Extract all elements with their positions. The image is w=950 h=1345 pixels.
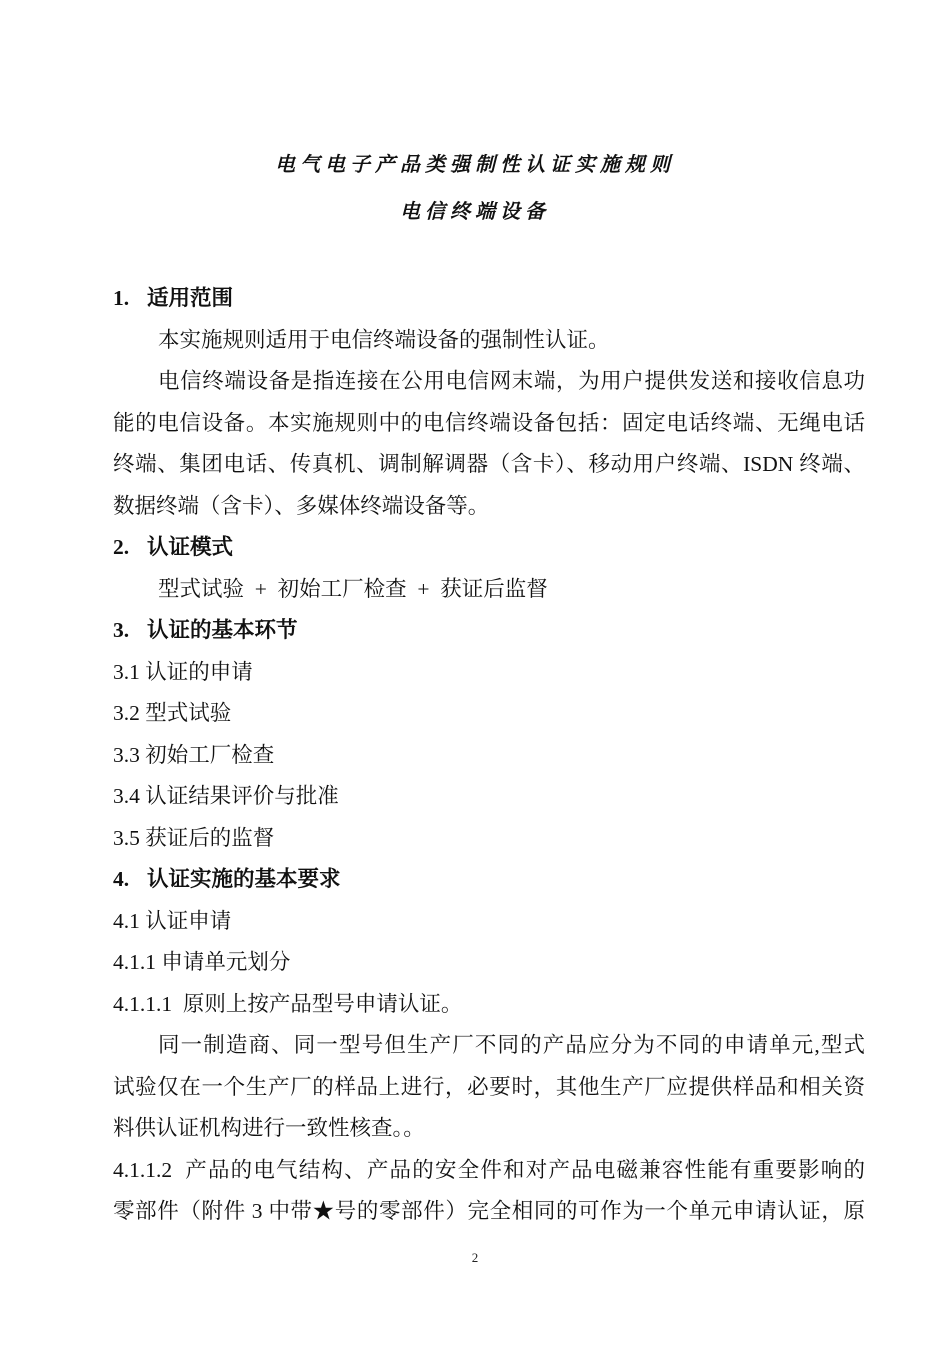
list-item: 3.1 认证的申请 [113,659,253,684]
paragraph-line: 终端、集团电话、传真机、调制解调器（含卡）、移动用户终端、ISDN 终端、 [113,452,865,476]
list-item: 3.4 认证结果评价与批准 [113,784,339,808]
clause-line: 4.1.1.2 产品的电气结构、产品的安全件和对产品电磁兼容性能有重要影响的 [113,1157,865,1182]
section-heading-4 [113,859,865,901]
section-title: 认证实施的基本要求 [147,867,341,891]
section-title: 认证的基本环节 [147,618,298,642]
document-subtitle: 电信终端设备 [400,199,550,223]
certification-mode: 型式试验 + 初始工厂检查 + 获证后监督 [158,576,548,601]
section-number: 1. [113,286,130,310]
section-title: 认证模式 [147,535,234,559]
section-heading-2 [113,527,865,569]
paragraph-line: 数据终端（含卡）、多媒体终端设备等。 [113,493,490,518]
clause-line: 零部件（附件 3 中带★号的零部件）完全相同的可作为一个单元申请认证，原 [113,1199,865,1223]
document-body [113,278,865,1233]
paragraph-line: 料供认证机构进行一致性核查。。 [113,1116,425,1140]
list-item: 3.2 型式试验 [113,701,232,725]
paragraph-line: 能的电信设备。本实施规则中的电信终端设备包括：固定电话终端、无绳电话 [113,410,865,435]
paragraph: 本实施规则适用于电信终端设备的强制性认证。 [158,327,610,352]
paragraph-line: 试验仅在一个生产厂的样品上进行，必要时，其他生产厂应提供样品和相关资 [113,1074,865,1099]
list-item: 3.5 获证后的监督 [113,825,275,850]
clause: 4.1.1.1 原则上按产品型号申请认证。 [113,991,463,1016]
paragraph-line: 电信终端设备是指连接在公用电信网末端，为用户提供发送和接收信息功 [158,369,865,393]
subsection-heading: 4.1 认证申请 [113,908,232,933]
section-title: 适用范围 [147,286,234,310]
section-number: 2. [113,535,130,559]
list-item: 3.3 初始工厂检查 [113,742,275,767]
section-number: 4. [113,867,130,891]
subsection-heading: 4.1.1 申请单元划分 [113,950,291,974]
document-title: 电气电子产品类强制性认证实施规则 [275,152,675,176]
section-number: 3. [113,618,130,642]
paragraph-line: 同一制造商、同一型号但生产厂不同的产品应分为不同的申请单元,型式 [158,1033,865,1057]
section-heading-1 [113,278,865,320]
page-number: 2 [471,1250,479,1265]
section-heading-3 [113,610,865,652]
